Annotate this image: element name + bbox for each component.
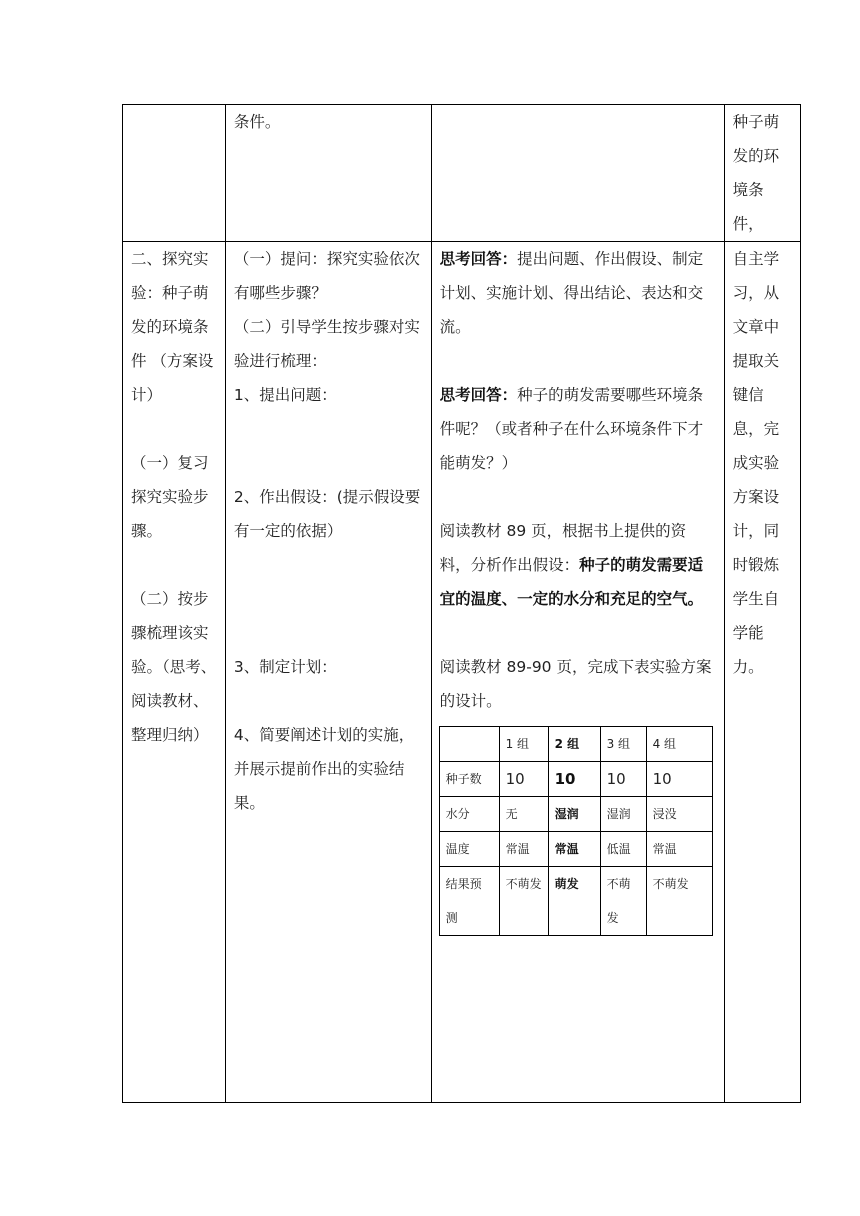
table-cell: 10 xyxy=(646,762,712,797)
experiment-design-table xyxy=(439,726,713,936)
row1-col4 xyxy=(724,105,800,242)
reading-table-task: 阅读教材 89-90 页，完成下表实验方案的设计。 xyxy=(439,658,712,710)
answer-text: 提出问题、作出假设、制定计划、实施计划、得出结论、表达和交流。 xyxy=(439,250,704,336)
table-cell: 10 xyxy=(600,762,646,797)
table-cell: 10 xyxy=(499,762,548,797)
table-cell: 浸没 xyxy=(646,797,712,832)
step-plan: 3、制定计划： xyxy=(233,658,337,676)
step-implement: 4、简要阐述计划的实施，并展示提前作出的实验结果。 xyxy=(233,726,415,812)
table-cell: 湿润 xyxy=(600,797,646,832)
reading-text: 阅读教材 89 页，根据书上提供的资料，分析作出假设： xyxy=(439,522,687,574)
table-cell: 不萌发 xyxy=(646,867,712,936)
lesson-plan-table xyxy=(122,104,801,1103)
table-cell: 10 xyxy=(548,762,600,797)
table-row xyxy=(439,832,712,867)
answer-label: 思考回答： xyxy=(439,386,518,404)
table-cell: 常温 xyxy=(499,832,548,867)
row1-col3 xyxy=(431,105,724,242)
row1-col1 xyxy=(123,105,226,242)
table-row xyxy=(123,105,801,242)
row-label: 结果预测 xyxy=(439,867,499,936)
table-cell: 湿润 xyxy=(548,797,600,832)
table-cell: 无 xyxy=(499,797,548,832)
row-label: 种子数 xyxy=(439,762,499,797)
answer-steps xyxy=(440,242,716,344)
table-cell: 常温 xyxy=(646,832,712,867)
guide-steps: （二）引导学生按步骤对实验进行梳理： xyxy=(233,318,420,370)
cell-text: 条件。 xyxy=(233,113,281,131)
step-hypothesis: 2、作出假设：(提示假设要有一定的依据） xyxy=(233,488,421,540)
row2-col1-teaching-section xyxy=(123,242,226,1103)
table-cell: 不萌发 xyxy=(499,867,548,936)
row2-col3-student-activity xyxy=(431,242,724,1103)
table-cell: 不萌发 xyxy=(600,867,646,936)
answer-question xyxy=(440,378,716,480)
answer-label: 思考回答： xyxy=(439,250,518,268)
table-cell: 萌发 xyxy=(548,867,600,936)
section-step-review: （一）复习探究实验步骤。 xyxy=(131,454,209,540)
answer-text: 种子的萌发需要哪些环境条件呢？（或者种子在什么环境条件下才能萌发？） xyxy=(439,386,704,472)
table-row xyxy=(439,867,712,936)
table-row xyxy=(123,242,801,1103)
question-steps: （一）提问：探究实验依次有哪些步骤？ xyxy=(233,250,420,302)
section-step-organize: （二）按步骤梳理该实验。（思考、阅读教材、整理归纳） xyxy=(131,590,217,744)
table-header-row xyxy=(439,727,712,762)
header-cell: 4 组 xyxy=(646,727,712,762)
cell-text: 种子萌发的环境条件， xyxy=(732,113,780,233)
hypothesis-bold: 种子的萌发需要适宜的温度、一定的水分和充足的空气。 xyxy=(439,556,704,608)
header-cell: 3 组 xyxy=(600,727,646,762)
reading-hypothesis xyxy=(440,514,716,616)
row2-col2-teacher-activity xyxy=(225,242,431,1103)
table-row xyxy=(439,797,712,832)
row-label: 温度 xyxy=(439,832,499,867)
header-cell xyxy=(439,727,499,762)
step-ask-question: 1、提出问题： xyxy=(233,386,337,404)
table-cell: 常温 xyxy=(548,832,600,867)
table-row xyxy=(439,762,712,797)
row-label: 水分 xyxy=(439,797,499,832)
design-intent-text: 自主学习，从文章中提取关键信息，完成实验方案设计，同时锻炼学生自学能力。 xyxy=(732,250,780,676)
row1-col2 xyxy=(225,105,431,242)
header-cell: 2 组 xyxy=(548,727,600,762)
section-heading: 二、探究实验：种子萌发的环境条件 （方案设计） xyxy=(131,250,214,404)
row2-col4-design-intent xyxy=(724,242,800,1103)
header-cell: 1 组 xyxy=(499,727,548,762)
table-cell: 低温 xyxy=(600,832,646,867)
